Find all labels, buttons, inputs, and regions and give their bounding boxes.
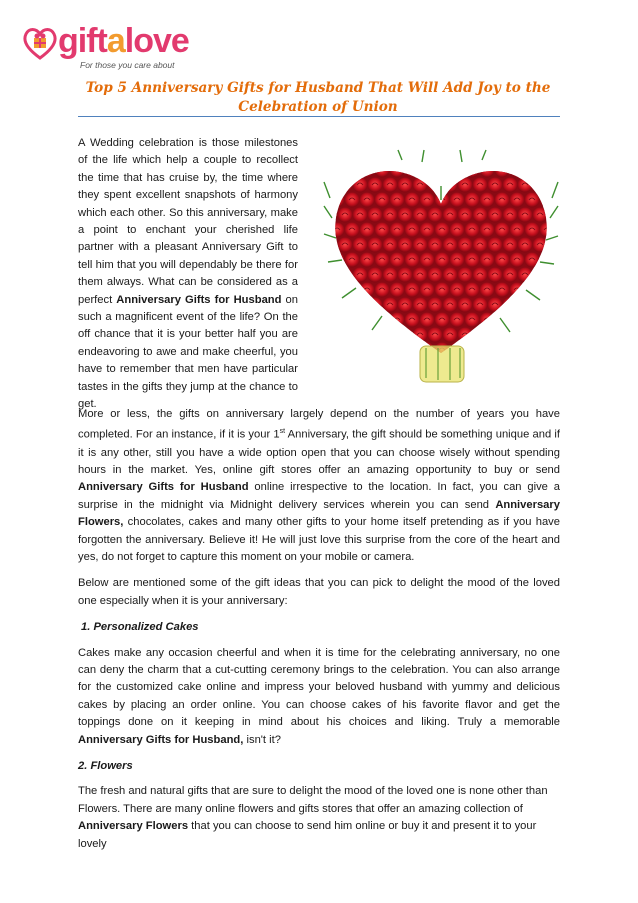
rose-bloom (495, 223, 510, 238)
heart-rose-bouquet-image (322, 148, 560, 396)
rose-petal-line (522, 303, 528, 305)
intro-paragraph (78, 135, 298, 414)
rose-bloom (450, 163, 465, 178)
rose-bloom (473, 298, 488, 313)
rose-petal-line (544, 258, 550, 260)
rose-bloom (480, 343, 495, 358)
rose-bloom (540, 253, 555, 268)
rose-bloom (398, 238, 413, 253)
rose-petal-line (334, 348, 340, 350)
flowers-text-1: The fresh and natural gifts that are sure to delight the mood of the loved one is none other than Flowers. There are many online flowers and gifts stores that offer an amazing collection of (78, 785, 548, 815)
rose-bloom (458, 268, 473, 283)
rose-petal-line (327, 303, 333, 305)
intro-text-2: on such a magnificent event of the life? On the off chance that it is your better half you are endeavoring to awe and make cheerful, you have to remember that men have particular tastes in the gifts they jump at the chance to get. (78, 293, 298, 411)
para2-text-4: chocolates, cakes and many other gifts to your home itself pretending as if you have forgotten the anniversary. Believe it! He will just love this surprise from the core of the heart and yes, do not forget to capture this moment on your mobile or camera. (78, 516, 560, 563)
rose-bloom (405, 343, 420, 358)
rose-petal-line (327, 333, 333, 335)
rose-bloom (510, 253, 525, 268)
rose-petal-line (387, 333, 393, 335)
glass-vase (420, 346, 464, 382)
rose-bloom (540, 163, 555, 178)
rose-bloom (330, 193, 345, 208)
rose-bloom (495, 163, 510, 178)
rose-petal-line (492, 333, 498, 335)
rose-bloom (383, 208, 398, 223)
rose-bloom (383, 178, 398, 193)
rose-bloom (533, 268, 548, 283)
rose-bloom (323, 298, 338, 313)
rose-bloom (488, 238, 503, 253)
rose-bloom (330, 223, 345, 238)
rose-bloom (510, 283, 525, 298)
rose-bloom (413, 208, 428, 223)
rose-bloom (345, 223, 360, 238)
rose-bloom (525, 223, 540, 238)
rose-bloom (473, 238, 488, 253)
rose-bloom (368, 268, 383, 283)
rose-bloom (413, 238, 428, 253)
rose-bloom (540, 313, 555, 328)
rose-petal-line (342, 303, 348, 305)
rose-bloom (338, 238, 353, 253)
rose-bloom (540, 223, 555, 238)
rose-bloom (405, 283, 420, 298)
rose-bloom (510, 223, 525, 238)
rose-bloom (413, 328, 428, 343)
rose-petal-line (514, 318, 520, 320)
rose-bloom (450, 223, 465, 238)
rose-bloom (330, 163, 345, 178)
cakes-keyword: Anniversary Gifts for Husband, (78, 733, 244, 746)
rose-petal-line (372, 303, 378, 305)
rose-bloom (323, 268, 338, 283)
paragraph-cakes (78, 645, 560, 749)
rose-bloom (368, 238, 383, 253)
rose-bloom (398, 298, 413, 313)
rose-bloom (413, 298, 428, 313)
rose-petal-line (552, 273, 558, 275)
rose-bloom (458, 238, 473, 253)
rose-bloom (375, 163, 390, 178)
rose-petal-line (469, 348, 475, 350)
rose-bloom (443, 268, 458, 283)
rose-bloom (428, 178, 443, 193)
rose-bloom (390, 343, 405, 358)
paragraph-gift-ideas: Below are mentioned some of the gift ideas that you can pick to delight the mood of the loved one especially when it is your anniversary: (78, 577, 560, 607)
rose-petal-line (327, 243, 333, 245)
para2-text-2: Anniversary, the gift should be something unique and if it is any other, still you have a wide option open that you can choose wisely without spending hours in the market. Yes, online gift stores offer an amazing opportunity to buy or send (78, 429, 560, 476)
rose-bloom (450, 253, 465, 268)
rose-bloom (435, 253, 450, 268)
rose-bloom (405, 223, 420, 238)
rose-petal-line (529, 168, 535, 170)
rose-bloom (533, 208, 548, 223)
rose-petal-line (537, 273, 543, 275)
rose-bloom (488, 178, 503, 193)
rose-petal-line (327, 183, 333, 185)
rose-bloom (405, 253, 420, 268)
rose-petal-line (342, 273, 348, 275)
rose-bloom (360, 343, 375, 358)
rose-bloom (518, 298, 533, 313)
rose-bloom (338, 298, 353, 313)
rose-petal-line (514, 168, 520, 170)
rose-bloom (518, 178, 533, 193)
heading-flowers: 2. Flowers (78, 760, 133, 773)
rose-bloom (450, 313, 465, 328)
flowers-text-2: that you can choose to send him online or buy it and present it to your lovely (78, 820, 537, 850)
rose-bloom (390, 193, 405, 208)
rose-bloom (503, 238, 518, 253)
rose-bloom (480, 283, 495, 298)
para2-keyword-1: Anniversary Gifts for Husband (78, 481, 249, 494)
rose-bloom (525, 163, 540, 178)
rose-bloom (503, 268, 518, 283)
rose-petal-line (402, 333, 408, 335)
rose-petal-line (372, 333, 378, 335)
rose-petal-line (364, 318, 370, 320)
rose-bloom (420, 283, 435, 298)
rose-bloom (353, 178, 368, 193)
rose-petal-line (342, 333, 348, 335)
para2-keyword-2: Anniversary Flowers, (78, 498, 560, 529)
intro-keyword: Anniversary Gifts for Husband (116, 293, 282, 306)
rose-bloom (465, 313, 480, 328)
rose-petal-line (424, 168, 430, 170)
rose-bloom (375, 193, 390, 208)
rose-bloom (360, 313, 375, 328)
rose-petal-line (484, 168, 490, 170)
rose-petal-line (552, 333, 558, 335)
para2-text-1: More or less, the gifts on anniversary largely depend on the number of years you have completed. For an instance, if it is your 1 (78, 408, 560, 442)
rose-bloom (473, 328, 488, 343)
rose-petal-line (477, 333, 483, 335)
rose-petal-line (522, 333, 528, 335)
rose-petal-line (507, 303, 513, 305)
rose-bloom (420, 313, 435, 328)
rose-petal-line (334, 198, 340, 200)
rose-bloom (375, 253, 390, 268)
rose-petal-line (529, 318, 535, 320)
rose-bloom (375, 313, 390, 328)
rose-bloom (503, 328, 518, 343)
rose-bloom (323, 328, 338, 343)
rose-petal-line (364, 348, 370, 350)
title-line-1: Top 5 Anniversary Gifts for Husband That Will Add Joy to the (85, 80, 551, 96)
rose-petal-line (544, 168, 550, 170)
rose-petal-line (349, 318, 355, 320)
rose-bloom (473, 268, 488, 283)
rose-bloom (345, 253, 360, 268)
rose-bloom (405, 313, 420, 328)
rose-bloom (368, 178, 383, 193)
rose-bloom (368, 298, 383, 313)
rose-bloom (548, 238, 561, 253)
rose-bloom (420, 163, 435, 178)
rose-bloom (338, 328, 353, 343)
rose-bloom (435, 223, 450, 238)
rose-bloom (428, 238, 443, 253)
rose-bloom (465, 283, 480, 298)
rose-bloom (420, 253, 435, 268)
rose-bloom (413, 268, 428, 283)
rose-petal-line (544, 288, 550, 290)
rose-bloom (323, 238, 338, 253)
rose-bloom (353, 238, 368, 253)
rose-bloom (450, 283, 465, 298)
rose-bloom (353, 328, 368, 343)
rose-bloom (548, 328, 561, 343)
rose-bloom (458, 298, 473, 313)
rose-bloom (443, 178, 458, 193)
rose-bloom (525, 193, 540, 208)
rose-bloom (360, 223, 375, 238)
rose-petal-line (544, 318, 550, 320)
rose-bloom (360, 193, 375, 208)
rose-bloom (420, 223, 435, 238)
rose-petal-line (334, 168, 340, 170)
rose-bloom (480, 253, 495, 268)
rose-bloom (360, 283, 375, 298)
rose-bloom (458, 328, 473, 343)
flowers-keyword: Anniversary Flowers (78, 820, 189, 833)
rose-bloom (465, 193, 480, 208)
rose-bloom (503, 208, 518, 223)
rose-bloom (480, 223, 495, 238)
article-body (78, 406, 560, 862)
rose-petal-line (499, 348, 505, 350)
rose-petal-line (349, 348, 355, 350)
rose-bloom (548, 178, 561, 193)
rose-bloom (413, 178, 428, 193)
rose-petal-line (334, 258, 340, 260)
rose-bloom (330, 283, 345, 298)
rose-bloom (428, 328, 443, 343)
rose-bloom (465, 343, 480, 358)
rose-bloom (353, 208, 368, 223)
rose-bloom (383, 238, 398, 253)
rose-petal-line (327, 273, 333, 275)
rose-bloom (548, 298, 561, 313)
rose-bloom (398, 328, 413, 343)
rose-bloom (435, 313, 450, 328)
rose-bloom (360, 253, 375, 268)
rose-bloom (375, 343, 390, 358)
rose-bloom (428, 298, 443, 313)
rose-bloom (518, 208, 533, 223)
rose-bloom (548, 208, 561, 223)
paragraph-anniversary-years (78, 406, 560, 566)
rose-petal-line (529, 288, 535, 290)
rose-bloom (398, 268, 413, 283)
paragraph-flowers (78, 783, 560, 853)
logo-wordmark: giftalove (58, 22, 189, 60)
rose-petal-line (447, 183, 453, 185)
rose-bloom (375, 283, 390, 298)
para2-text-3: online irrespective to the location. In fact, you can give a surprise in the midnight via Midnight delivery services wherein you can send (78, 481, 560, 511)
rose-bloom (480, 313, 495, 328)
rose-petal-line (379, 168, 385, 170)
cakes-text-1: Cakes make any occasion cheerful and when it is time for the celebrating anniversary, no one can deny the charm that a cut-cutting ceremony brings to the celebration. You can also arrange for the customized cake online and impress your beloved husband with yummy and delicious cakes by placing an order online. You can choose cakes of his favorite flavor and get the toppings done on it keeping in mind about his choices and liking. Truly a memorable (78, 646, 560, 729)
rose-bloom (390, 283, 405, 298)
rose-petal-line (357, 303, 363, 305)
rose-bloom (488, 298, 503, 313)
rose-bloom (518, 328, 533, 343)
rose-bloom (495, 193, 510, 208)
rose-petal-line (469, 168, 475, 170)
rose-bloom (495, 283, 510, 298)
rose-bloom (405, 163, 420, 178)
rose-bloom (443, 298, 458, 313)
rose-bloom (480, 163, 495, 178)
gift-heart-icon (22, 24, 58, 64)
rose-bloom (458, 178, 473, 193)
rose-bloom (510, 193, 525, 208)
intro-text-1: A Wedding celebration is those milestones of the life which help a couple to recollect the time that has cruise by, the time where they spent excellent snapshots of harmony which each other. So this anniversary, make a point to enchant your cherished life partner with a pleasant Anniversary Gift to tell him that you will dependably be there for them always. What can be considered as a perfect (78, 137, 298, 306)
rose-petal-line (484, 348, 490, 350)
rose-bloom (525, 343, 540, 358)
rose-bloom (345, 313, 360, 328)
cakes-text-2: isn't it? (243, 733, 281, 746)
rose-bloom (435, 163, 450, 178)
giftalove-logo[interactable] (22, 20, 212, 72)
rose-bloom (465, 163, 480, 178)
rose-petal-line (537, 183, 543, 185)
rose-bloom (533, 328, 548, 343)
rose-bloom (428, 208, 443, 223)
rose-bloom (495, 343, 510, 358)
rose-bloom (330, 253, 345, 268)
rose-petal-line (439, 168, 445, 170)
rose-bloom (435, 193, 450, 208)
rose-bloom (510, 343, 525, 358)
rose-bloom (353, 298, 368, 313)
rose-bloom (488, 208, 503, 223)
rose-bloom (360, 163, 375, 178)
rose-bloom (345, 343, 360, 358)
rose-bloom (540, 193, 555, 208)
title-line-2: Celebration of Union (238, 99, 398, 115)
rose-bloom (338, 178, 353, 193)
rose-bloom (488, 268, 503, 283)
rose-petal-line (394, 168, 400, 170)
rose-bloom (390, 253, 405, 268)
rose-petal-line (349, 168, 355, 170)
rose-petal-line (357, 333, 363, 335)
rose-bloom (420, 193, 435, 208)
rose-petal-line (409, 348, 415, 350)
rose-petal-line (544, 348, 550, 350)
rose-bloom (390, 163, 405, 178)
rose-bloom (525, 253, 540, 268)
rose-bloom (405, 193, 420, 208)
rose-bloom (368, 208, 383, 223)
rose-petal-line (514, 348, 520, 350)
ordinal-suffix: st (279, 428, 286, 436)
rose-bloom (480, 193, 495, 208)
rose-petal-line (529, 348, 535, 350)
rose-bloom (435, 283, 450, 298)
rose-bloom (488, 328, 503, 343)
rose-bloom (525, 313, 540, 328)
rose-petal-line (342, 183, 348, 185)
rose-bloom (375, 223, 390, 238)
rose-bloom (503, 178, 518, 193)
rose-petal-line (552, 303, 558, 305)
rose-bloom (533, 238, 548, 253)
rose-bloom (473, 208, 488, 223)
rose-bloom (383, 298, 398, 313)
page-title (78, 79, 558, 117)
rose-bloom (443, 208, 458, 223)
rose-petal-line (379, 348, 385, 350)
rose-petal-line (499, 168, 505, 170)
rose-bloom (495, 253, 510, 268)
rose-bloom (338, 268, 353, 283)
rose-bloom (390, 223, 405, 238)
rose-petal-line (364, 168, 370, 170)
title-divider (78, 116, 560, 117)
rose-bloom (503, 298, 518, 313)
rose-bloom (510, 313, 525, 328)
rose-bloom (510, 163, 525, 178)
rose-petal-line (334, 318, 340, 320)
rose-bloom (518, 238, 533, 253)
rose-bloom (450, 193, 465, 208)
rose-bloom (540, 343, 555, 358)
rose-petal-line (334, 288, 340, 290)
rose-bloom (338, 208, 353, 223)
rose-bloom (345, 193, 360, 208)
rose-bloom (518, 268, 533, 283)
heading-personalized-cakes: 1. Personalized Cakes (81, 621, 199, 634)
rose-bloom (390, 313, 405, 328)
rose-bloom (473, 178, 488, 193)
rose-bloom (353, 268, 368, 283)
rose-bloom (398, 208, 413, 223)
rose-bloom (330, 313, 345, 328)
rose-petal-line (552, 243, 558, 245)
rose-bloom (540, 283, 555, 298)
rose-petal-line (544, 198, 550, 200)
rose-bloom (443, 328, 458, 343)
rose-petal-line (537, 303, 543, 305)
rose-bloom (458, 208, 473, 223)
rose-bloom (428, 268, 443, 283)
rose-petal-line (409, 168, 415, 170)
rose-bloom (368, 328, 383, 343)
rose-petal-line (394, 348, 400, 350)
logo-tagline: For those you care about (80, 60, 175, 70)
rose-bloom (465, 223, 480, 238)
rose-petal-line (507, 333, 513, 335)
rose-petal-line (432, 183, 438, 185)
rose-bloom (383, 268, 398, 283)
rose-bloom (443, 238, 458, 253)
rose-bloom (345, 163, 360, 178)
rose-bloom (398, 178, 413, 193)
rose-petal-line (454, 168, 460, 170)
rose-bloom (548, 268, 561, 283)
rose-bloom (330, 343, 345, 358)
rose-bloom (533, 178, 548, 193)
rose-petal-line (537, 333, 543, 335)
rose-bloom (465, 253, 480, 268)
rose-bloom (383, 328, 398, 343)
